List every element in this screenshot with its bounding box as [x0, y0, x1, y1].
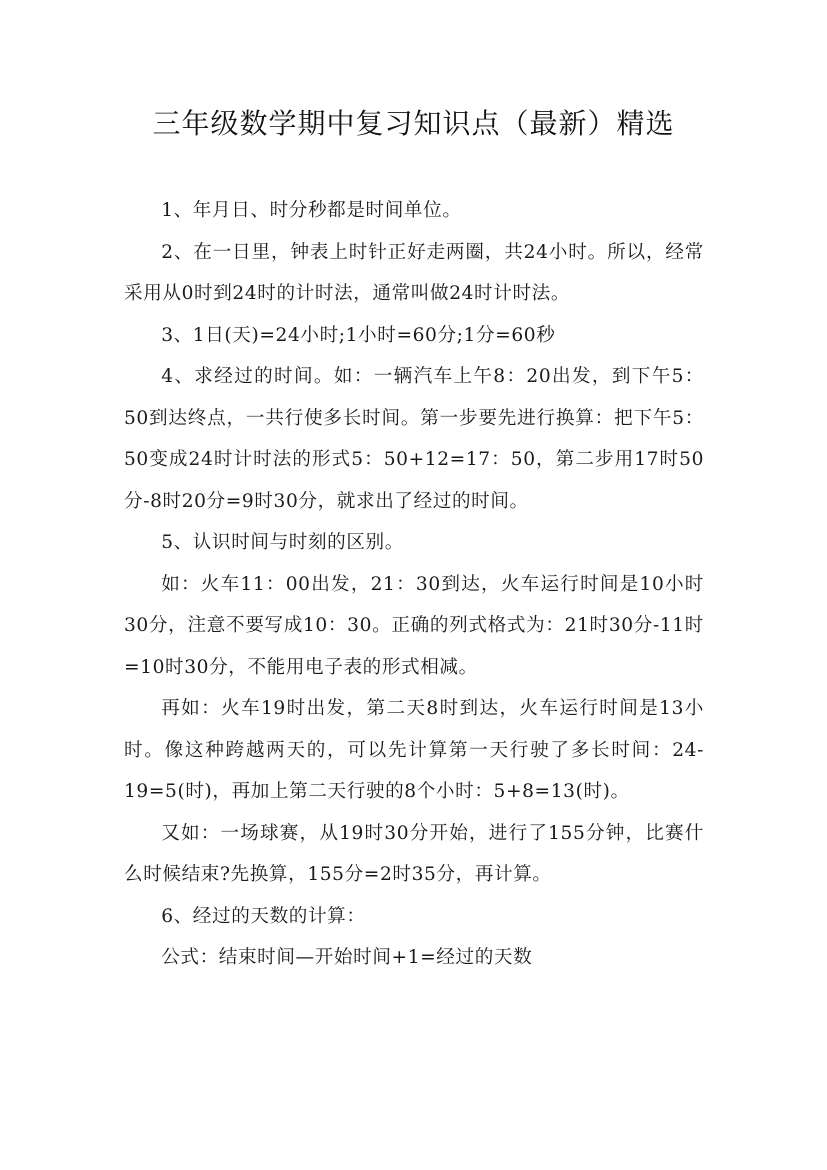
- paragraph-6: 如：火车11：00出发，21：30到达，火车运行时间是10小时30分，注意不要写成10：30。正确的列式格式为：21时30分-11时=10时30分，不能用电子表的形式相减。: [124, 573, 704, 678]
- paragraph-7: 再如：火车19时出发，第二天8时到达，火车运行时间是13小时。像这种跨越两天的，可以先计算第一天行驶了多长时间：24-19=5(时)，再加上第二天行驶的8个小时：5+8=13(时)。: [124, 698, 704, 802]
- paragraph-2: 2、在一日里，钟表上时针正好走两圈，共24小时。所以，经常采用从0时到24时的计时法，通常叫做24时计时法。: [124, 241, 704, 304]
- paragraph-10: 公式：结束时间—开始时间+1=经过的天数: [161, 947, 533, 968]
- document-body: [124, 190, 704, 979]
- paragraph-8: 又如：一场球赛，从19时30分开始，进行了155分钟，比赛什么时候结束?先换算，155分=2时35分，再计算。: [124, 822, 704, 885]
- paragraph-5: 5、认识时间与时刻的区别。: [161, 532, 404, 553]
- document-title: 三年级数学期中复习知识点（最新）精选: [152, 107, 675, 140]
- paragraph-9: 6、经过的天数的计算：: [161, 905, 366, 927]
- paragraph-3: 3、1日(天)=24小时;1小时=60分;1分=60秒: [161, 324, 556, 346]
- paragraph-1: 1、年月日、时分秒都是时间单位。: [161, 200, 462, 221]
- paragraph-4: 4、求经过的时间。如：一辆汽车上午8：20出发，到下午5：50到达终点，一共行使多长时间。第一步要先进行换算：把下午5：50变成24时计时法的形式5：50+12=17：50，第二步用17时50分-8时20分=9时30分，就求出了经过的时间。: [124, 366, 704, 512]
